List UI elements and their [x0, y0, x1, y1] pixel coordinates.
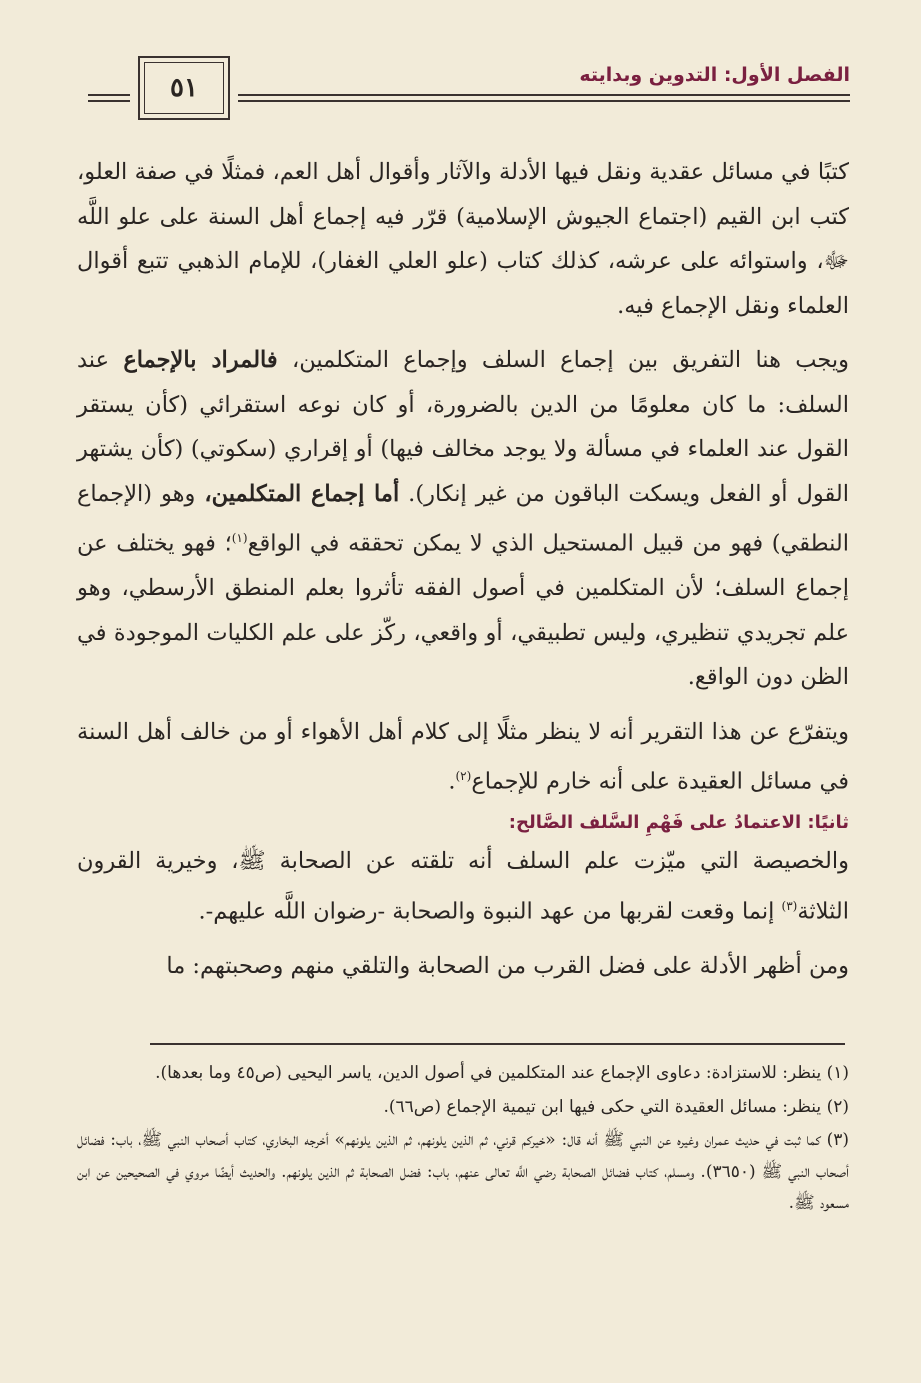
footnote-number: (١)	[826, 1063, 849, 1083]
footnotes	[77, 1058, 849, 1222]
bold-term: فالمراد بالإجماع	[123, 347, 278, 373]
text-run: وهو (الإجماع النطقي) فهو من قبيل المستحيل الذي لا يمكن تحققه في الواقع	[77, 480, 849, 557]
footnote-text: ينظر: للاستزادة: دعاوى الإجماع عند المتكلمين في أصول الدين، ياسر اليحيى (ص٤٥ وما بعدها).	[155, 1063, 822, 1083]
bold-term: أما إجماع المتكلمين،	[204, 480, 400, 507]
paragraph	[77, 710, 849, 805]
footnote-ref[interactable]: (١)	[231, 531, 248, 545]
footnote-number: (٢)	[826, 1096, 849, 1117]
footnote-ref[interactable]: (٢)	[455, 769, 472, 783]
paragraph	[77, 839, 849, 934]
section-heading: ثانيًا: الاعتمادُ على فَهْمِ السَّلف الصَّالح:	[508, 812, 849, 833]
footnote-text: كما ثبت في حديث عمران وغيره عن النبي ﷺ أنه قال: «خيركم قرني، ثم الذين يلونهم، ثم الذين يلونهم» أخرجه البخاري، كتاب أصحاب النبي ﷺ، باب: فضائل أصحاب النبي ﷺ (٣٦٥٠). ومسلم، كتاب فضائل الصحابة رضي اللَّه تعالى عنهم، باب: فضل الصحابة ثم الذين يلونهم. والحديث أيضًا مروي في الصحيحين عن ابن مسعود ﷺ.	[77, 1130, 849, 1213]
page-header	[88, 56, 850, 128]
footnote-divider	[150, 1043, 845, 1045]
text-run: إنما وقعت لقربها من عهد النبوة والصحابة -رضوان اللَّه عليهم-.	[198, 898, 782, 924]
footnote-text: ينظر: مسائل العقيدة التي حكى فيها ابن تيمية الإجماع (ص٦٦).	[383, 1096, 822, 1117]
page-number: ٥١	[170, 73, 198, 103]
header-rule	[88, 94, 130, 96]
chapter-title: الفصل الأول: التدوين وبدايته	[571, 64, 850, 86]
footnote	[77, 1125, 849, 1220]
footnote	[77, 1058, 849, 1090]
text-run: ؛ فهو يختلف عن إجماع السلف؛ لأن المتكلمين في أصول الفقه تأثروا بعلم المنطق الأرسطي، وهو علم تجريدي تنظيري، وليس تطبيقي، أو واقعي، ركّز على علم الكليات الموجودة في الظن دون الواقع.	[77, 530, 849, 690]
footnote-ref[interactable]: (٣)	[781, 898, 798, 913]
paragraph: كتبًا في مسائل عقدية ونقل فيها الأدلة والآثار وأقوال أهل العم، فمثلًا في صفة العلو، كتب ابن القيم (اجتماع الجيوش الإسلامية) قرّر فيه إجماع أهل السنة على علو اللَّه ﷻ، واستوائه على عرشه، كذلك كتاب (علو العلي الغفار)، للإمام الذهبي تتبع أقوال العلماء ونقل الإجماع فيه.	[77, 159, 849, 319]
header-rule	[88, 100, 130, 102]
paragraph	[77, 338, 849, 700]
text-run: والخصيصة التي ميّزت علم السلف أنه تلقته عن الصحابة ﷺ، وخيرية القرون الثلاثة	[77, 848, 849, 924]
page-number-box	[138, 56, 230, 120]
text-run: ويجب هنا التفريق بين إجماع السلف وإجماع المتكلمين،	[292, 347, 850, 373]
text-run: ويتفرّع عن هذا التقرير أنه لا ينظر مثلًا إلى كلام أهل الأهواء أو من خالف أهل السنة في مسائل العقيدة على أنه خارم للإجماع	[77, 718, 849, 795]
header-rule	[238, 100, 850, 102]
footnote-number: (٣)	[826, 1130, 849, 1150]
text-run: .	[448, 768, 456, 795]
header-rule	[238, 94, 850, 96]
text-run: عند السلف: ما كان معلومًا من الدين بالضرورة، أو كان نوعه استقرائي (كأن يستقر القول عند العلماء في مسألة ولا يوجد مخالف فيها) أو إقراري (سكوتي) (كأن يشتهر القول أو الفعل ويسكت الباقون من غير إنكار).	[77, 347, 849, 507]
footnote	[77, 1092, 849, 1124]
paragraph: ومن أظهر الأدلة على فضل القرب من الصحابة والتلقي منهم وصحبتهم: ما	[166, 952, 849, 979]
body-text	[77, 150, 849, 988]
